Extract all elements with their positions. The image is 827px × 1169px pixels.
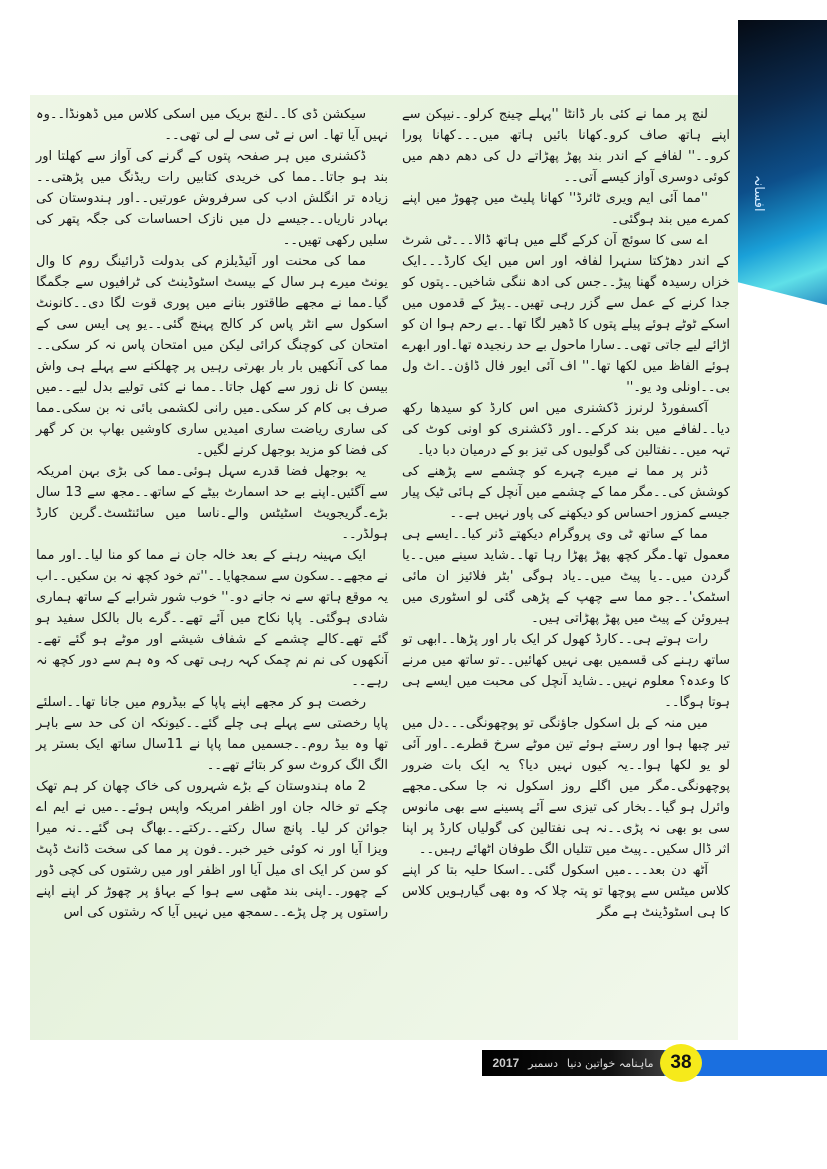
page-footer (482, 1050, 827, 1076)
paragraph: رخصت ہو کر مجھے اپنے پاپا کے بیڈروم میں جانا تھا۔۔اسلئے پاپا رخصتی سے پہلے ہی چلے گئے۔۔کیونکہ ان کی حد سے باہر تھا وہ بیڈ روم۔۔جسمیں مما پاپا نے 11سال ساتھ ایک بستر پر الگ الگ کروٹ سو کر بتائے تھے۔۔ (36, 695, 389, 773)
paragraph: ایک مہینہ رہنے کے بعد خالہ جان نے مما کو منا لیا۔۔اور مما نے مجھے۔۔سکون سے سمجھایا۔۔''تم خود کچھ نہ بن سکیں۔۔اب یہ موقع ہاتھ سے نہ جانے دو۔'' خوب شور شرابے کے ساتھ ہماری شادی ہوگئی۔ پاپا نکاح میں آئے تھے۔۔گرے بال بالکل سفید ہو گئے تھے۔کالے چشمے کے شفاف شیشے اور موٹے ہو گئے تھے۔آنکھوں کی نم نم چمک کہہ رہی تھی کہ وہ ہم سے دور کچھ نہ رہے۔۔ (36, 548, 388, 689)
article-column-right (402, 104, 730, 923)
paragraph: 2 ماہ ہندوستان کے بڑے شہروں کی خاک چھان کر ہم تھک چکے تو خالہ جان اور اظفر امریکہ واپس ہوئے۔۔میں نے ایم اے جوائن کر لیا۔ پانچ سال رکتے۔۔رکتے۔۔بھاگ ہی گئے۔۔نہ میرا ویزا آیا اور نہ کوئی خیر خبر۔۔فون پر مما کی سخت ڈانٹ ڈپٹ کو سن کر ایک ای میل آیا اور اظفر اور میں رشتوں کی کچی ڈور کے چھور۔۔اپنی بند مٹھی سے ہوا کے بہاؤ پر چھوڑ کر اپنے اپنے راستوں پر چل پڑے۔۔سمجھ میں نہیں آیا کہ رشتوں کی اس (36, 779, 388, 920)
footer-bar (664, 1050, 827, 1076)
paragraph: ''مما آئی ایم ویری ٹائرڈ'' کھانا پلیٹ میں چھوڑ میں اپنے کمرے میں بند ہوگئی۔ (402, 191, 730, 227)
paragraph: میں منہ کے بل اسکول جاؤنگی تو پوچھونگی۔۔۔دل میں تیر چبھا ہوا اور رستے ہوئے تین موٹے سرخ قطرے۔۔اور آئی لو یو لکھا ہوا۔۔یہ کیوں نہیں دیا؟ یہ ایک بات ضرور پوچھونگی۔مگر میں اگلے روز اسکول نہ جا سکی۔مجھے وائرل ہو گیا۔۔بخار کی تیزی سے آئے پسینے سے بھی مانوس سی بو بھی نہ پڑی۔۔نہ ہی نفتالین کی گولیاں کارڈ پر اپنا اثر ڈال سکیں۔۔پیٹ میں تتلیاں الگ طوفان اٹھائے رہیں۔۔ (402, 716, 730, 857)
paragraph: آکسفورڈ لرنرز ڈکشنری میں اس کارڈ کو سیدھا رکھ دیا۔۔لفافے میں بند کرکے۔۔اور ڈکشنری کو اونی کوٹ کی تہہ میں۔۔نفتالین کی گولیوں کی تیز بو کے درمیان دبا دیا۔ (402, 401, 730, 458)
paragraph: ڈنر پر مما نے میرے چہرے کو چشمے سے پڑھنے کی کوشش کی۔۔مگر مما کے چشمے میں آنچل کے ہائی ٹیک پیار جیسے کمزور احساس کو دیکھنے کی پاور نہیں ہے۔۔ (402, 464, 730, 521)
paragraph: سیکشن ڈی کا۔۔لنچ بریک میں اسکی کلاس میں ڈھونڈا۔۔وہ نہیں آیا تھا۔ اس نے ٹی سی لے لی تھی۔۔ (36, 107, 388, 143)
issue-year: 2017 (492, 1056, 520, 1070)
paragraph: آٹھ دن بعد۔۔۔میں اسکول گئی۔۔اسکا حلیہ بتا کر اپنے کلاس میٹس سے پوچھا تو پتہ چلا کہ وہ بھی گیارہویں کلاس کا ہی اسٹوڈینٹ ہے مگر (402, 863, 730, 920)
paragraph: رات ہوتے ہی۔۔کارڈ کھول کر ایک بار اور پڑھا۔۔ابھی تو ساتھ رہنے کی قسمیں بھی نہیں کھائیں۔۔تو ساتھ میں مرنے کا وعدہ؟ معلوم نہیں۔۔شاید آنچل کی محبت میں ایسے ہی ہوتا ہوگا۔۔ (402, 632, 730, 710)
decorative-banner (738, 20, 827, 305)
paragraph: ڈکشنری میں ہر صفحہ پتوں کے گرنے کی آواز سے کھلتا اور بند ہو جاتا۔۔مما کی خریدی کتابیں رات ریڈنگ میں پڑھتی۔۔زیادہ تر انگلش ادب کی سرفروش عورتیں۔۔اور ہندوستان کی بہادر ناریاں۔۔جیسے دل میں نازک احساسات کی جگہ پتھر کی سلیں رکھی تھیں۔۔ (36, 149, 388, 248)
issue-month: دسمبر (528, 1056, 558, 1070)
paragraph: یہ بوجھل فضا قدرے سہل ہوئی۔مما کی بڑی بہن امریکہ سے آگئیں۔اپنے بے حد اسمارٹ بیٹے کے ساتھ۔۔مجھ سے 13 سال بڑے۔گریجویٹ اسٹیٹس والے۔ناسا میں سائنٹسٹ۔گرین کارڈ ہولڈر۔۔ (36, 464, 388, 542)
section-label: افسانہ (751, 175, 766, 212)
paragraph: لنچ پر مما نے کئی بار ڈانٹا ''پہلے چینج کرلو۔۔نیپکن سے اپنے ہاتھ صاف کرو۔کھانا بائیں ہاتھ میں۔۔۔کھانا پورا کرو۔۔'' لفافے کے اندر بند پھڑ پھڑاتے دل کی دھم دھم میں کوئی دوسری آواز کیسے آتی۔۔ (402, 107, 730, 185)
paragraph: اے سی کا سوئچ آن کرکے گلے میں ہاتھ ڈالا۔۔۔ٹی شرٹ کے اندر دھڑکتا سنہرا لفافہ اور اس میں ایک کارڈ۔۔۔ایک خزاں رسیدہ گھنا پیڑ۔۔جس کی ادھ ننگی شاخیں۔۔پتوں کو جدا کرنے کے عمل سے گزر رہی تھیں۔۔پیڑ کے قدموں میں اسکے ٹوٹے ہوئے پیلے پتوں کا ڈھیر لگا تھا۔۔بے رحم ہوا ان کو اڑائے لیے جاتی تھی۔۔سارا ماحول بے حد رنجیدہ تھا۔اور ابھرے ہوئے الفاظ میں لکھا تھا۔'' اف آئی ایور فال ڈاؤن۔۔اٹ ول بی۔۔اونلی ود یو۔'' (402, 233, 730, 395)
paragraph: مما کے ساتھ ٹی وی پروگرام دیکھتے ڈنر کیا۔۔ایسے ہی معمول تھا۔مگر کچھ پھڑ پھڑا رہا تھا۔۔شاید سینے میں۔۔یا گردن میں۔۔یا پیٹ میں۔۔یاد ہوگی 'بٹر فلائیز ان مائی اسٹمک'۔۔جو مما سے چھپ کے پڑھی گئی لو اسٹوری میں ہیروئن کے پیٹ میں پھڑ پھڑاتی ہیں۔ (402, 527, 730, 626)
article-column-left (36, 104, 388, 923)
magazine-name: ماہنامہ خواتین دنیا (566, 1056, 654, 1070)
footer-info (482, 1050, 664, 1076)
page-number: 38 (660, 1044, 702, 1082)
paragraph: مما کی محنت اور آئیڈیلزم کی بدولت ڈرائینگ روم کا وال یونٹ میرے ہر سال کے بیسٹ اسٹوڈینٹ کی ٹرافیوں سے جگمگا گیا۔مما نے مجھے طاقتور بنانے میں پوری قوت لگا دی۔۔کانونٹ اسکول سے انٹر پاس کر کالج پہنچ گئی۔۔یو پی ایس سی کے امتحان کی کوچنگ کرائی لیکن میں امتحان پاس نہ کر سکی۔۔مما کی آنکھیں بار بار بھرتی رہیں پر چھلکنے سے پہلے ہی واش بیسن کا نل زور سے کھل جاتا۔۔مما نے کئی تولیے بدل لیے۔۔میں صرف بی کام کر سکی۔میں رانی لکشمی بائی نہ بن سکی۔مما کی ساری ریاضت ساری امیدیں ساری کاوشیں بھاپ بن کر گھر کی فضا کو مزید بوجھل کرنے لگیں۔ (36, 254, 388, 458)
